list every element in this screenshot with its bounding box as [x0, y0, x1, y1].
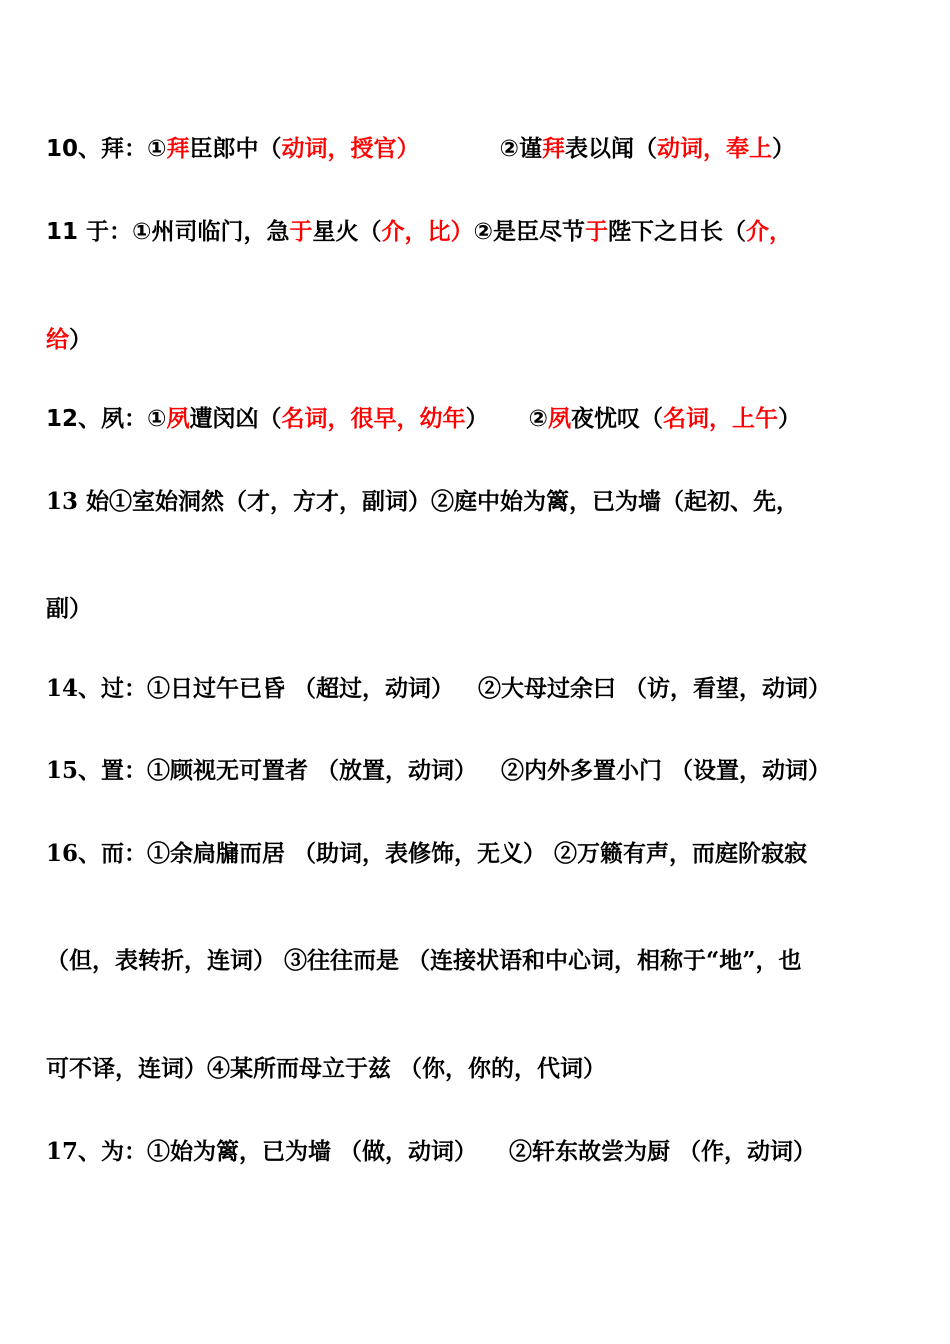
entry-line-15 — [46, 756, 831, 786]
highlighted-text: 于 — [584, 219, 608, 245]
entry-line-17 — [46, 1137, 816, 1167]
entry-line-11-cont — [46, 325, 92, 355]
body-text: 遭闵凶（ — [189, 406, 282, 432]
entry-line-16-cont2 — [46, 1054, 606, 1084]
highlighted-text: 拜 — [542, 136, 566, 162]
highlighted-text: 动词，授官） — [281, 136, 420, 162]
entry-line-13-cont — [46, 594, 92, 624]
entry-line-10 — [46, 134, 795, 164]
body-text: 15、置：①顾视无可置者 （放置，动词） ②内外多置小门 （设置，动词） — [46, 757, 832, 784]
highlighted-text: 名词，很早，幼年 — [281, 406, 466, 432]
body-text: 表以闻（ — [565, 136, 658, 162]
body-text: 可不译，连词）④某所而母立于兹 （你，你的，代词） — [46, 1055, 607, 1082]
entry-line-14 — [46, 674, 831, 704]
highlighted-text: 介，比） — [381, 219, 474, 245]
highlighted-text: 夙 — [166, 406, 190, 432]
body-text: 星火（ — [312, 219, 382, 245]
body-text: ） — [772, 136, 796, 162]
body-text: 14、过：①日过午已昏 （超过，动词） ②大母过余曰 （访，看望，动词） — [46, 675, 832, 702]
body-text: 16、而：①余扃牖而居 （助词，表修饰，无义） ②万籁有声，而庭阶寂寂 — [46, 840, 808, 867]
highlighted-text: 名词，上午 — [663, 406, 778, 432]
body-text: ） — [778, 406, 801, 432]
entry-line-13 — [46, 487, 799, 517]
body-text: 夜忧叹（ — [571, 406, 663, 432]
body-text: 臣郎中（ — [189, 136, 282, 162]
body-text: 13 始①室始洞然（才，方才，副词）②庭中始为篱，已为墙（起初、先， — [46, 488, 800, 515]
highlighted-text: 拜 — [166, 136, 190, 162]
body-text: 11 于：①州司临门，急 — [46, 219, 290, 245]
body-text: 10、拜：① — [46, 136, 167, 162]
entry-line-11 — [46, 217, 792, 247]
body-text: ） ② — [465, 406, 548, 432]
highlighted-text: 动词，奉上 — [657, 136, 773, 162]
highlighted-text: 给 — [46, 327, 69, 353]
body-text: 17、为：①始为篱，已为墙 （做，动词） ②轩东故尝为厨 （作，动词） — [46, 1138, 817, 1165]
body-text: ②谨 — [419, 136, 543, 162]
body-text: 12、夙：① — [46, 406, 167, 432]
highlighted-text: 于 — [289, 219, 313, 245]
highlighted-text: 夙 — [548, 406, 571, 432]
entry-line-16 — [46, 839, 807, 869]
body-text: 副） — [46, 595, 92, 622]
entry-line-16-cont — [46, 946, 801, 976]
highlighted-text: 介， — [745, 219, 792, 245]
body-text: ） — [69, 327, 92, 353]
body-text: 陛下之日长（ — [607, 219, 746, 245]
body-text: （但，表转折，连词） ③往往而是 （连接状语和中心词，相称于“地”，也 — [46, 947, 802, 974]
entry-line-12 — [46, 404, 801, 434]
body-text: ②是臣尽节 — [473, 219, 585, 245]
